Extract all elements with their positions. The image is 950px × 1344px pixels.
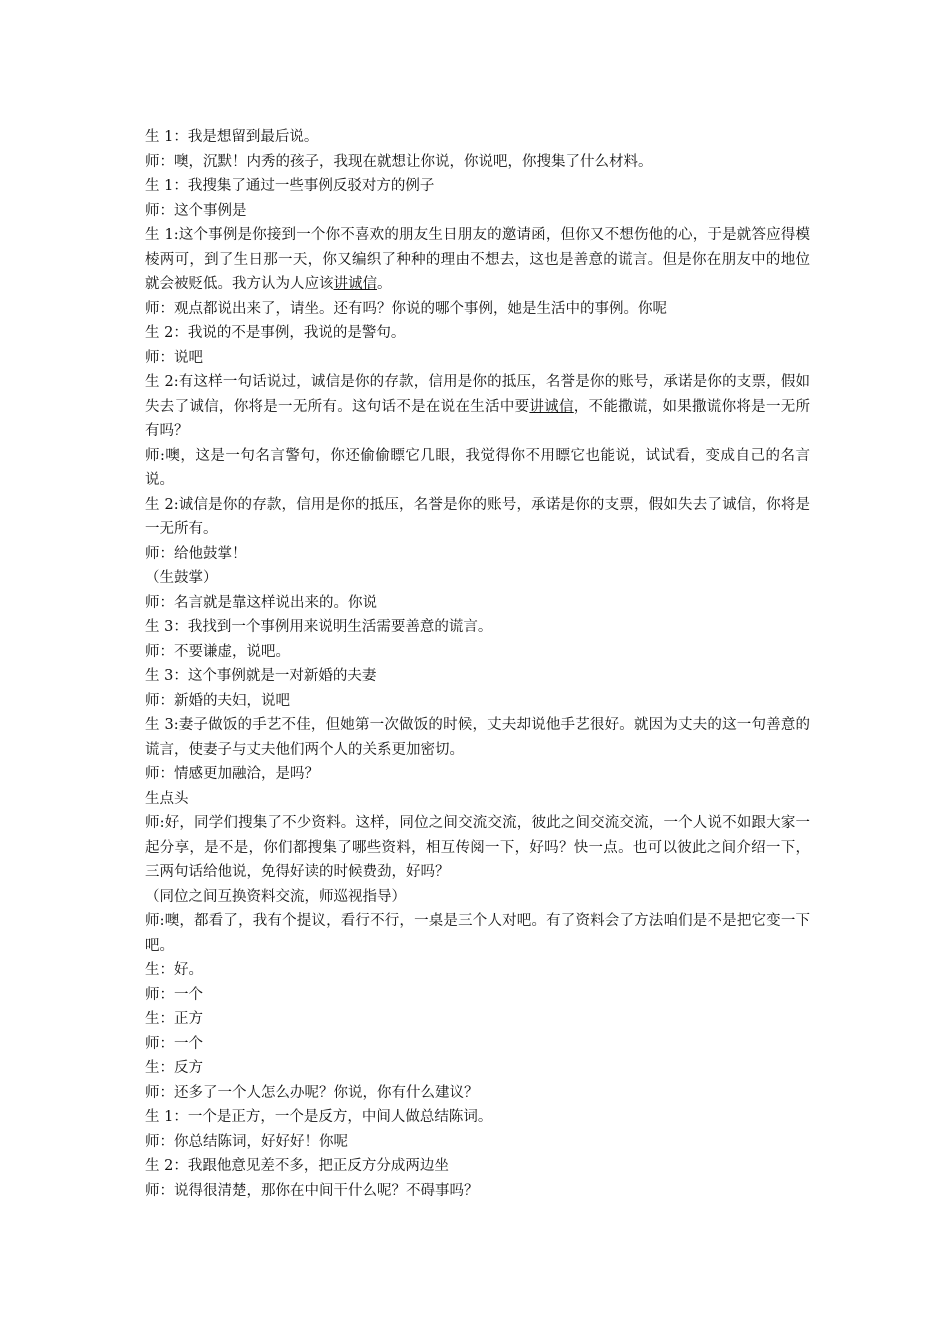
text-line xyxy=(145,664,810,689)
text-run: 生：正方 xyxy=(145,1011,203,1027)
text-run: 师：说吧 xyxy=(145,349,203,366)
text-run: 。 xyxy=(377,276,392,292)
text-run: 生：好。 xyxy=(145,962,203,978)
text-run: 生：反方 xyxy=(145,1060,203,1076)
text-run: 师：你总结陈词，好好好！你呢 xyxy=(145,1133,348,1150)
text-line xyxy=(145,591,810,616)
text-run: 生点头 xyxy=(145,790,189,807)
text-run: 师：还多了一个人怎么办呢？你说，你有什么建议？ xyxy=(145,1084,479,1101)
text-line xyxy=(145,1056,810,1081)
text-run: 生 3：我找到一个事例用来说明生活需要善意的谎言。 xyxy=(145,619,493,635)
text-line xyxy=(145,885,810,910)
text-line xyxy=(145,370,810,444)
text-line xyxy=(145,689,810,714)
text-line xyxy=(145,713,810,762)
text-line xyxy=(145,223,810,297)
text-run: （生鼓掌） xyxy=(145,570,218,586)
text-line xyxy=(145,1081,810,1106)
text-line xyxy=(145,321,810,346)
text-line xyxy=(145,542,810,567)
text-run: 生 2:有这样一句话说过，诚信是你的存款，信用是你的抵压，名誉是你的账号，承诺是你的支票，假如失去了诚信，你将是一无所有。这句话不是在说在生活中要 xyxy=(145,374,810,415)
text-run: ，不能撒谎，如果撒谎你将是一无所有吗？ xyxy=(145,398,811,439)
text-run: 生 1:这个事例是你接到一个你不喜欢的朋友生日朋友的邀请函，但你又不想伤他的心，于是就答应得模棱两可，到了生日那一天，你又编织了种种的理由不想去，这也是善意的谎言。但是你在朋友中的地位就会被贬低。我方认为人应该 xyxy=(145,227,810,292)
text-run: 师：名言就是靠这样说出来的。你说 xyxy=(145,594,377,611)
text-run: 师：情感更加融洽，是吗？ xyxy=(145,766,319,782)
text-line xyxy=(145,566,810,591)
text-run: 师：一个 xyxy=(145,986,203,1003)
text-run: 生 2:诚信是你的存款，信用是你的抵压，名誉是你的账号，承诺是你的支票，假如失去了诚信，你将是一无所有。 xyxy=(145,496,810,537)
text-run: 师：这个事例是 xyxy=(145,202,247,219)
text-line xyxy=(145,1154,810,1179)
text-run: 生 1：我搜集了通过一些事例反驳对方的例子 xyxy=(145,178,435,194)
text-line xyxy=(145,1007,810,1032)
text-run: 师:噢，这是一句名言警句，你还偷偷瞟它几眼，我觉得你不用瞟它也能说，试试看，变成自己的名言说。 xyxy=(145,447,810,488)
text-run: 师:噢，都看了，我有个提议，看行不行，一桌是三个人对吧。有了资料会了方法咱们是不是把它变一下吧。 xyxy=(145,913,810,954)
text-run: 师：说得很清楚，那你在中间干什么呢？不碍事吗？ xyxy=(145,1182,479,1199)
text-line xyxy=(145,125,810,150)
underlined-phrase: 讲诚信 xyxy=(333,276,377,292)
text-line xyxy=(145,615,810,640)
text-run: 师：不要谦虚，说吧。 xyxy=(145,643,290,660)
text-line xyxy=(145,958,810,983)
text-line xyxy=(145,174,810,199)
text-line xyxy=(145,1179,810,1204)
text-run: 师：新婚的夫妇，说吧 xyxy=(145,692,290,709)
text-line xyxy=(145,811,810,885)
text-run: （同位之间互换资料交流，师巡视指导） xyxy=(145,888,406,905)
text-run: 生 2：我跟他意见差不多，把正反方分成两边坐 xyxy=(145,1158,449,1174)
text-line xyxy=(145,762,810,787)
text-run: 师:好，同学们搜集了不少资料。这样，同位之间交流交流，彼此之间交流交流，一个人说不如跟大家一起分享，是不是，你们都搜集了哪些资料，相互传阅一下，好吗？快一点。也可以彼此之间介绍一下，三两句话给他说，免得好读的时候费劲，好吗？ xyxy=(145,815,810,880)
text-run: 生 3:妻子做饭的手艺不佳，但她第一次做饭的时候，丈夫却说他手艺很好。就因为丈夫的这一句善意的谎言，使妻子与丈夫他们两个人的关系更加密切。 xyxy=(145,717,810,758)
text-run: 师：一个 xyxy=(145,1035,203,1052)
text-line xyxy=(145,1032,810,1057)
text-line xyxy=(145,199,810,224)
text-run: 生 1：一个是正方，一个是反方，中间人做总结陈词。 xyxy=(145,1109,493,1125)
text-line xyxy=(145,346,810,371)
underlined-phrase: 讲诚信 xyxy=(529,398,574,415)
text-line xyxy=(145,640,810,665)
text-line xyxy=(145,1105,810,1130)
text-line xyxy=(145,983,810,1008)
text-run: 生 1：我是想留到最后说。 xyxy=(145,129,319,145)
text-run: 师：噢，沉默！内秀的孩子，我现在就想让你说，你说吧，你搜集了什么材料。 xyxy=(145,153,653,170)
text-line xyxy=(145,1130,810,1155)
text-line xyxy=(145,909,810,958)
text-line xyxy=(145,444,810,493)
text-run: 师：给他鼓掌！ xyxy=(145,545,247,562)
text-line xyxy=(145,493,810,542)
text-run: 师：观点都说出来了，请坐。还有吗？你说的哪个事例，她是生活中的事例。你呢 xyxy=(145,300,667,317)
text-line xyxy=(145,297,810,322)
text-line xyxy=(145,150,810,175)
text-line xyxy=(145,787,810,812)
text-run: 生 3：这个事例就是一对新婚的夫妻 xyxy=(145,668,377,684)
text-run: 生 2：我说的不是事例，我说的是警句。 xyxy=(145,325,406,341)
document-body xyxy=(145,125,810,1203)
